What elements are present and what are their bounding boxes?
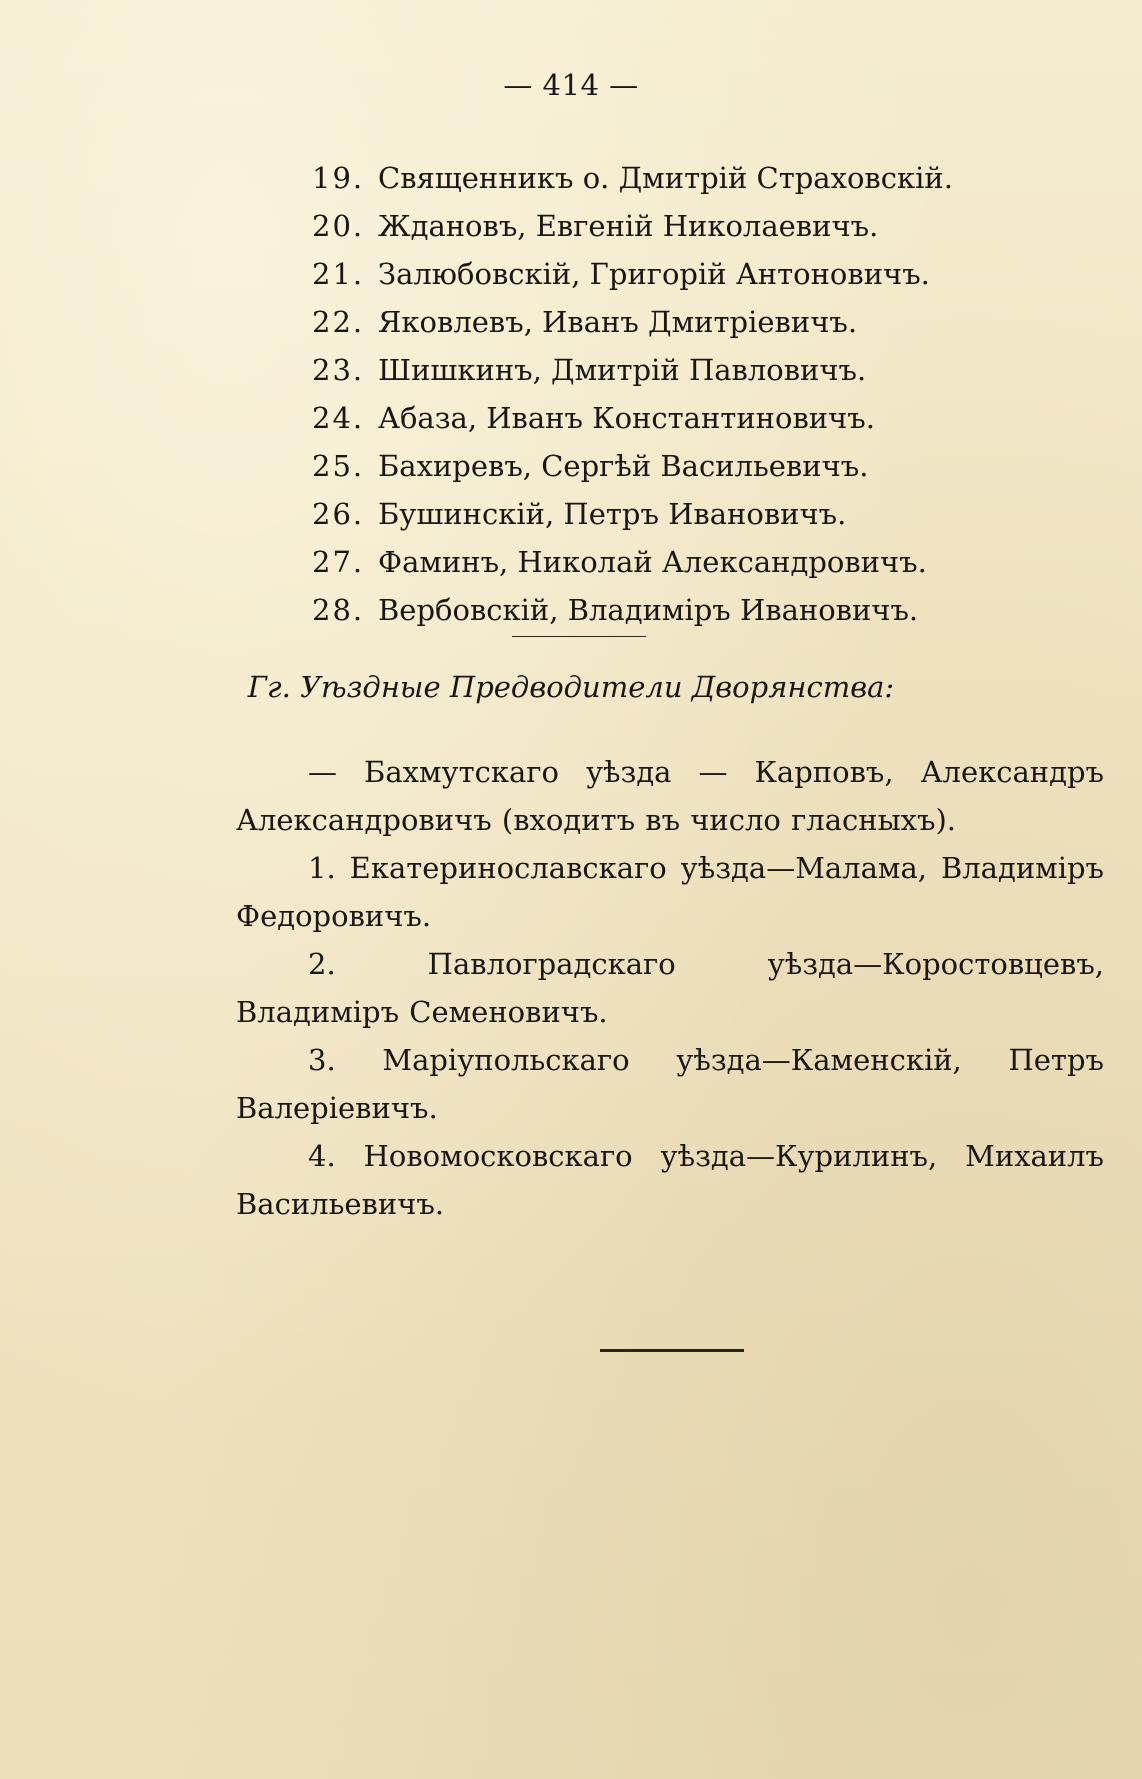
list-item — [312, 202, 953, 250]
item-name: Фаминъ, Николай Александровичъ. — [378, 545, 927, 579]
item-name: Ждановъ, Евгеній Николаевичъ. — [378, 209, 879, 243]
list-item — [312, 394, 953, 442]
item-number: 19. — [312, 161, 365, 195]
item-number: 28. — [312, 593, 365, 627]
item-number: 24. — [312, 401, 365, 435]
list-item — [312, 586, 953, 634]
item-name: Вербовскій, Владиміръ Ивановичъ. — [378, 593, 919, 627]
list-item — [312, 442, 953, 490]
list-item — [312, 154, 953, 202]
item-name: Шишкинъ, Дмитрій Павловичъ. — [378, 353, 867, 387]
section-heading: Гг. Уѣздные Предводители Дворянства: — [247, 670, 895, 704]
list-item: 4. Новомосковскаго уѣзда—Курилинъ, Михаилъ Васильевичъ. — [236, 1139, 1104, 1221]
divider — [512, 636, 646, 637]
item-name: Залюбовскій, Григорій Антоновичъ. — [378, 257, 930, 291]
list-item — [312, 538, 953, 586]
list-item — [312, 346, 953, 394]
item-name: Яковлевъ, Иванъ Дмитріевичъ. — [378, 305, 858, 339]
item-number: 27. — [312, 545, 365, 579]
members-list — [312, 154, 953, 634]
list-item — [312, 250, 953, 298]
item-number: 23. — [312, 353, 365, 387]
item-name: Абаза, Иванъ Константиновичъ. — [378, 401, 875, 435]
item-name: Бахиревъ, Сергѣй Васильевичъ. — [378, 449, 869, 483]
item-number: 26. — [312, 497, 365, 531]
list-item — [312, 298, 953, 346]
list-item: 3. Маріупольскаго уѣзда—Каменскій, Петръ Валеріевичъ. — [236, 1043, 1104, 1125]
end-divider — [600, 1349, 744, 1352]
item-number: 21. — [312, 257, 365, 291]
item-number: 25. — [312, 449, 365, 483]
list-item — [312, 490, 953, 538]
item-number: 22. — [312, 305, 365, 339]
list-item: 2. Павлоградскаго уѣзда—Коростовцевъ, Владиміръ Семеновичъ. — [236, 947, 1104, 1029]
marshals-list — [236, 748, 1104, 1228]
page-number: — 414 — — [503, 68, 639, 102]
item-number: 20. — [312, 209, 365, 243]
list-item: 1. Екатеринославскаго уѣзда—Малама, Владиміръ Федоровичъ. — [236, 851, 1104, 933]
item-name: Бушинскій, Петръ Ивановичъ. — [378, 497, 847, 531]
item-name: Священникъ о. Дмитрій Страховскій. — [378, 161, 953, 195]
list-item: — Бахмутскаго уѣзда — Карповъ, Александръ Александровичъ (входитъ въ число гласныхъ). — [236, 755, 1104, 837]
